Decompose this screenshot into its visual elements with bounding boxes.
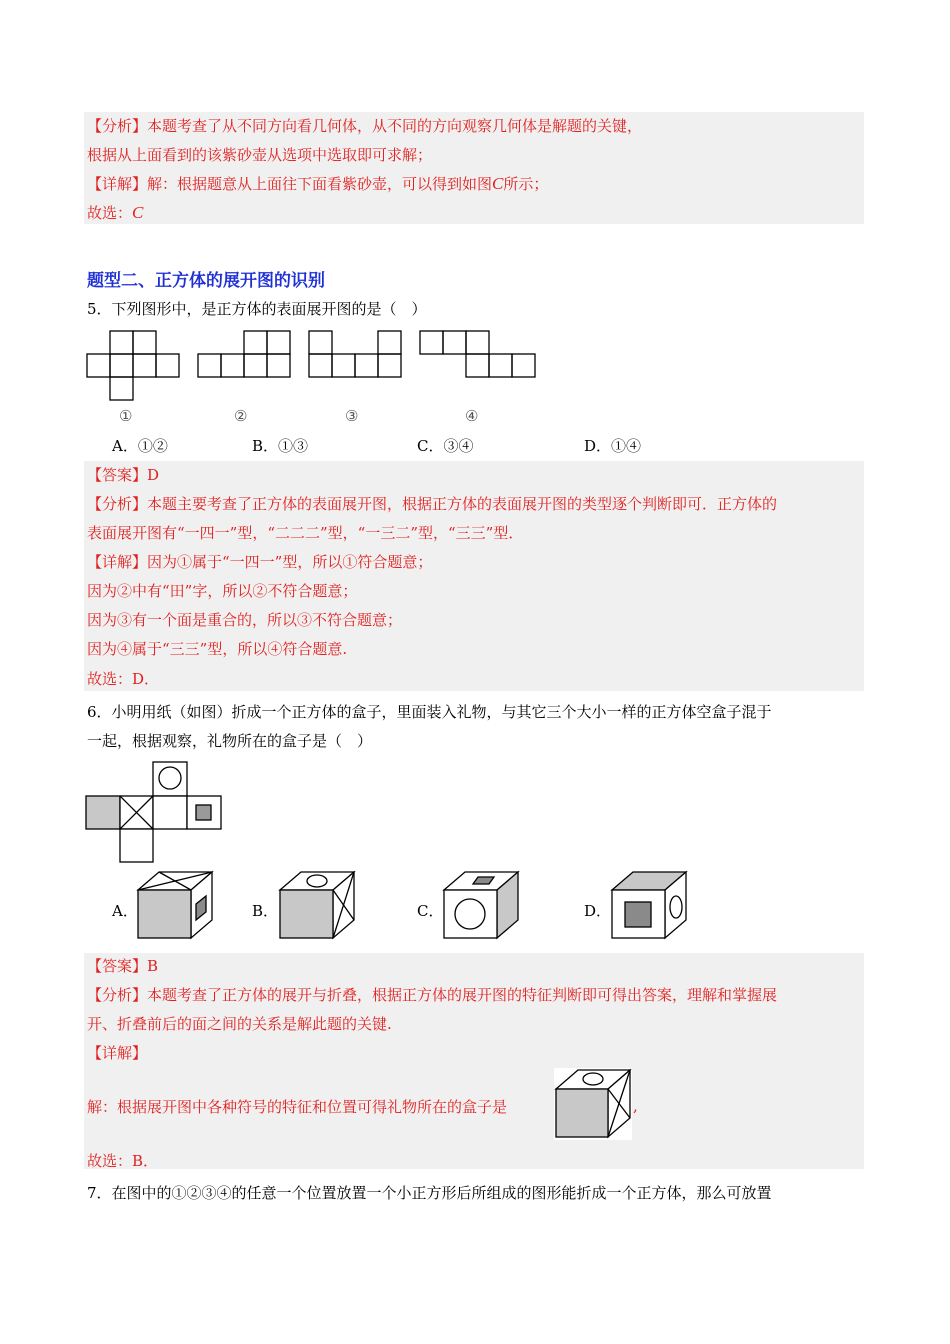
prev-analysis-line2: 根据从上面看到的该紫砂壶从选项中选取即可求解； (87, 146, 433, 164)
q5-detail-line2: 因为②中有“田”字，所以②不符合题意； (87, 582, 358, 600)
q5-analysis-line2: 表面展开图有“一四一”型，“二二二”型，“一三二”型，“三三”型． (87, 524, 524, 542)
prev-analysis-line1: 【分析】本题考查了从不同方向看几何体，从不同的方向观察几何体是解题的关键， (87, 117, 643, 135)
q5-label-4: ④ (465, 407, 479, 425)
q5-stem: 5．下列图形中，是正方体的表面展开图的是（ ） (87, 300, 427, 318)
prev-choose-line: 故选：C (87, 203, 144, 222)
q6-detail-tail: , (633, 1097, 638, 1115)
prev-detail-line: 【详解】解：根据题意从上面往下面看紫砂壶，可以得到如图C所示； (87, 174, 549, 193)
q6-option-b[interactable]: B． (252, 902, 279, 920)
q7-stem: 7．在图中的①②③④的任意一个位置放置一个小正方形后所组成的图形能折成一个正方体，那么可放置 (87, 1184, 772, 1202)
q6-detail-tag: 【详解】 (87, 1044, 148, 1062)
q6-analysis-line1: 【分析】本题考查了正方体的展开与折叠，根据正方体的展开图的特征判断即可得出答案，理解和掌握展 (87, 986, 778, 1004)
q6-detail-text: 解：根据展开图中各种符号的特征和位置可得礼物所在的盒子是 (87, 1098, 508, 1116)
q5-option-d[interactable]: D．①④ (584, 437, 642, 455)
q5-analysis-line1: 【分析】本题主要考查了正方体的表面展开图，根据正方体的表面展开图的类型逐个判断即可．正方体的 (87, 495, 778, 513)
q5-option-c[interactable]: C．③④ (417, 437, 474, 455)
q5-detail-line3: 因为③有一个面是重合的，所以③不符合题意； (87, 611, 403, 629)
section-title: 题型二、正方体的展开图的识别 (87, 271, 325, 291)
q5-label-1: ① (119, 407, 133, 425)
q5-option-b[interactable]: B．①③ (252, 437, 309, 455)
q5-choose: 故选：D． (87, 670, 160, 688)
q6-option-a[interactable]: A． (112, 902, 138, 920)
q6-option-c[interactable]: C． (417, 902, 444, 920)
q6-stem-line1: 6．小明用纸（如图）折成一个正方体的盒子，里面装入礼物，与其它三个大小一样的正方体空盒子混于 (87, 703, 772, 721)
q5-detail-line1: 【详解】因为①属于“一四一”型，所以①符合题意； (87, 553, 433, 571)
q6-answer: 【答案】B (87, 957, 159, 975)
q5-label-3: ③ (345, 407, 359, 425)
q6-analysis-line2: 开、折叠前后的面之间的关系是解此题的关键. (87, 1015, 392, 1033)
q5-detail-line4: 因为④属于“三三”型，所以④符合题意. (87, 640, 348, 658)
q5-option-a[interactable]: A．①② (112, 437, 168, 455)
q6-choose: 故选：B． (87, 1152, 159, 1170)
q6-stem-line2: 一起，根据观察，礼物所在的盒子是（ ） (87, 732, 373, 750)
q5-label-2: ② (234, 407, 248, 425)
q5-answer: 【答案】D (87, 466, 160, 484)
q6-option-d[interactable]: D． (584, 902, 612, 920)
